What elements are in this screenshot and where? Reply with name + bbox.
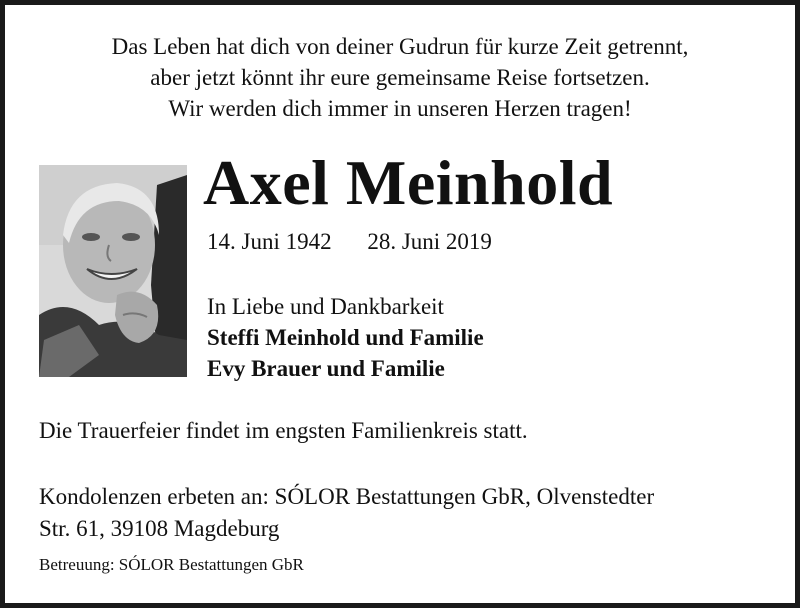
ceremony-note: Die Trauerfeier findet im engsten Familienkreis statt. <box>39 418 528 443</box>
condolences-line-2: Str. 61, 39108 Magdeburg <box>39 516 280 541</box>
funeral-care-note: Betreuung: SÓLOR Bestattungen GbR <box>39 555 304 574</box>
portrait-photo <box>39 165 187 377</box>
condolences-address <box>39 481 779 545</box>
quote-line-2: aber jetzt könnt ihr eure gemeinsame Reise fortsetzen. <box>150 65 650 90</box>
life-dates <box>207 227 492 257</box>
mourners-intro: In Liebe und Dankbarkeit <box>207 294 444 319</box>
mourners-block <box>207 291 484 384</box>
quote-line-3: Wir werden dich immer in unseren Herzen tragen! <box>168 96 632 121</box>
condolences-line-1: Kondolenzen erbeten an: SÓLOR Bestattungen GbR, Olvenstedter <box>39 484 655 509</box>
deceased-name: Axel Meinhold <box>203 147 614 218</box>
death-date: 28. Juni 2019 <box>367 229 492 254</box>
quote-line-1: Das Leben hat dich von deiner Gudrun für kurze Zeit getrennt, <box>111 34 689 59</box>
birth-date: 14. Juni 1942 <box>207 229 332 254</box>
mourner-family-1: Steffi Meinhold und Familie <box>207 325 484 350</box>
mourner-family-2: Evy Brauer und Familie <box>207 356 445 381</box>
memorial-quote <box>5 31 795 124</box>
